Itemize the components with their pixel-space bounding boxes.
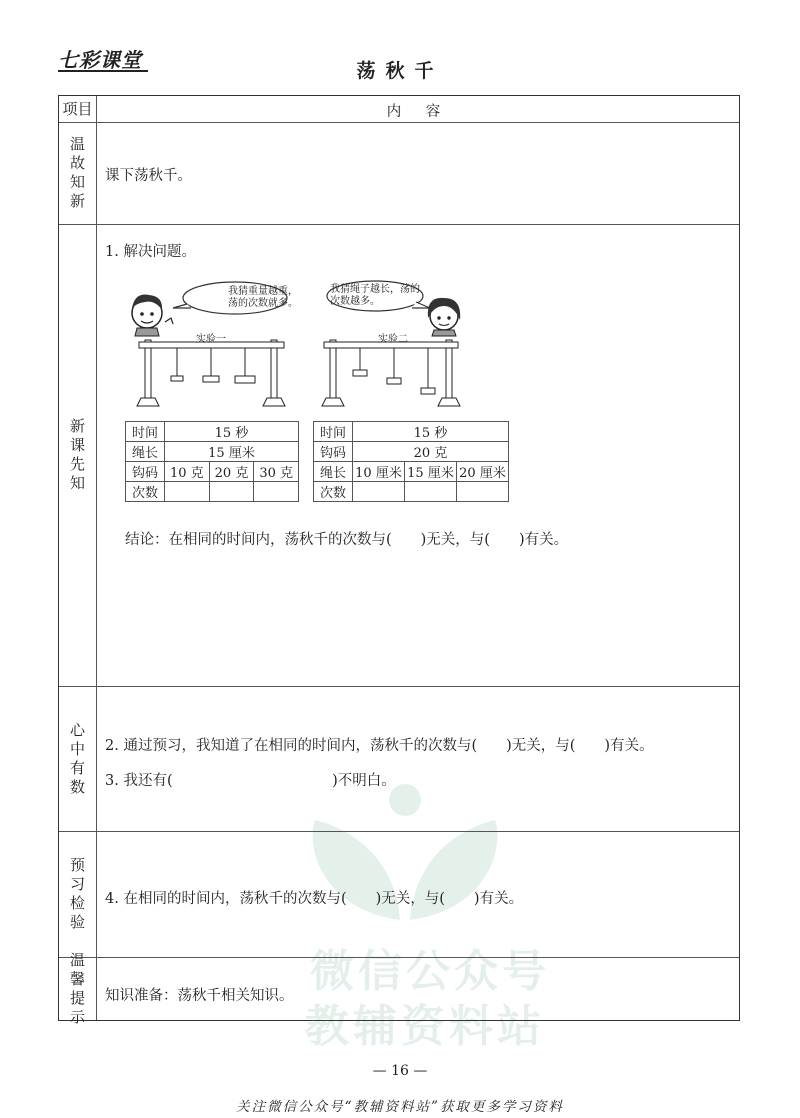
- answer-cell: [353, 482, 405, 502]
- experiment-2-table: [313, 421, 509, 502]
- brand-logo: 七彩课堂: [58, 48, 142, 72]
- section-label: 心中有数: [69, 720, 85, 796]
- experiment-1-table: [125, 421, 299, 502]
- row-divider: [59, 686, 739, 687]
- row-divider: [59, 122, 739, 123]
- table-cell: 20 克: [353, 442, 509, 462]
- experiment-1-label: 实验一: [196, 334, 226, 345]
- table-cell: 次数: [126, 482, 165, 502]
- boy-icon: [132, 295, 173, 336]
- table-cell: 绳长: [314, 462, 353, 482]
- section-label: 预习检验: [69, 856, 85, 931]
- girl-icon: [428, 298, 460, 336]
- row-divider: [59, 957, 739, 958]
- table-cell: 钩码: [314, 442, 353, 462]
- question-4: 4. 在相同的时间内，荡秋千的次数与( )无关，与( )有关。: [105, 891, 524, 907]
- header-content: 内 容: [386, 104, 451, 120]
- row-divider: [59, 224, 739, 225]
- page-number: — 16 —: [372, 1063, 428, 1079]
- table-cell: 10 克: [165, 462, 210, 482]
- watermark-text: 微信公众号: [310, 946, 550, 997]
- table-cell: 时间: [126, 422, 165, 442]
- answer-cell: [405, 482, 457, 502]
- answer-cell: [165, 482, 210, 502]
- table-cell: 20 克: [209, 462, 254, 482]
- footer-note: 关注微信公众号“教辅资料站”获取更多学习资料: [236, 1099, 564, 1115]
- row-divider: [59, 831, 739, 832]
- column-divider: [96, 96, 97, 1020]
- question-1: 1. 解决问题。: [105, 244, 196, 260]
- watermark-text: 教辅资料站: [305, 1001, 545, 1052]
- section-label: 新课先知: [69, 417, 85, 492]
- conclusion-text: 结论：在相同的时间内，荡秋千的次数与( )无关，与( )有关。: [125, 532, 569, 548]
- speech-bubble-1: 我猜重量越重，荡的次数就多。: [228, 286, 298, 309]
- review-text: 课下荡秋千。: [105, 168, 192, 184]
- answer-cell: [457, 482, 509, 502]
- table-cell: 时间: [314, 422, 353, 442]
- table-cell: 钩码: [126, 462, 165, 482]
- table-cell: 10 厘米: [353, 462, 405, 482]
- question-3: 3. 我还有( )不明白。: [105, 773, 396, 789]
- tip-text: 知识准备：荡秋千相关知识。: [105, 988, 294, 1004]
- table-cell: 15 秒: [353, 422, 509, 442]
- answer-cell: [254, 482, 299, 502]
- speech-bubble-2: 我猜绳子越长，荡的次数越多。: [330, 284, 420, 307]
- table-cell: 30 克: [254, 462, 299, 482]
- table-cell: 15 厘米: [405, 462, 457, 482]
- section-label: 温故知新: [69, 135, 85, 210]
- table-cell: 次数: [314, 482, 353, 502]
- question-2: 2. 通过预习，我知道了在相同的时间内，荡秋千的次数与( )无关，与( )有关。: [105, 738, 654, 754]
- page-title: 荡秋千: [356, 60, 444, 82]
- table-cell: 15 厘米: [165, 442, 299, 462]
- experiment-2-label: 实验二: [378, 334, 408, 345]
- preview-table: [58, 95, 740, 1026]
- answer-cell: [209, 482, 254, 502]
- header-item: 项目: [62, 99, 93, 118]
- table-cell: 15 秒: [165, 422, 299, 442]
- section-label: 温馨提示: [69, 950, 85, 1026]
- table-cell: 20 厘米: [457, 462, 509, 482]
- table-cell: 绳长: [126, 442, 165, 462]
